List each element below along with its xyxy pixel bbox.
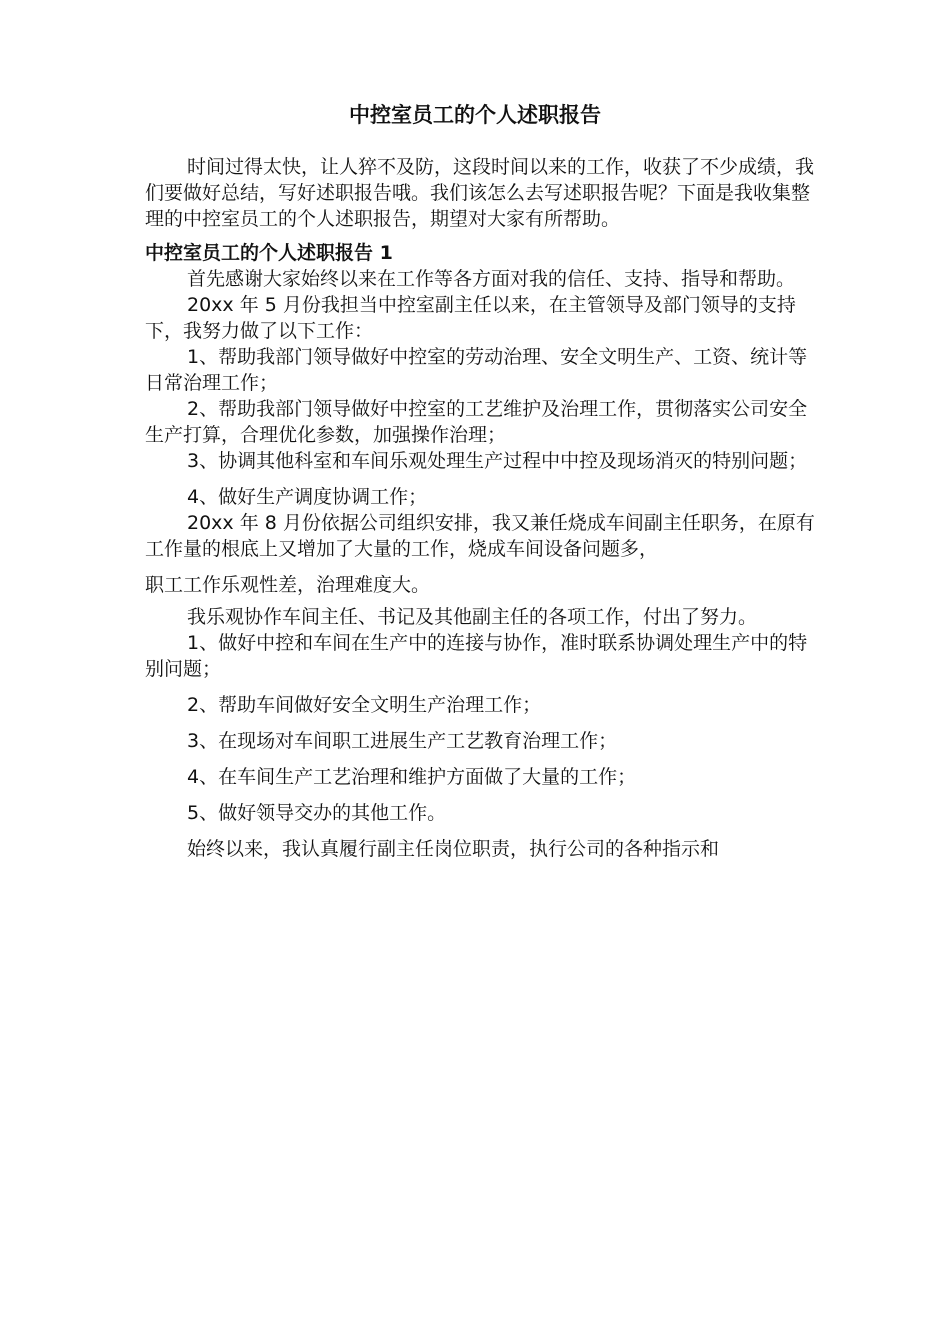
paragraph-august-continued: 职工工作乐观性差，治理难度大。 — [145, 574, 431, 596]
paragraph-item-2: 2、帮助我部门领导做好中控室的工艺维护及治理工作，贯彻落实公司安全生产打算，合理优化参数，加强操作治理； — [145, 398, 808, 446]
section-heading: 中控室员工的个人述职报告 1 — [145, 242, 393, 264]
paragraph-item-4: 4、做好生产调度协调工作； — [187, 486, 428, 508]
paragraph-cooperation: 我乐观协作车间主任、书记及其他副主任的各项工作，付出了努力。 — [187, 606, 758, 628]
paragraph-workshop-item-1: 1、做好中控和车间在生产中的连接与协作，准时联系协调处理生产中的特别问题； — [145, 632, 808, 680]
paragraph-workshop-item-3: 3、在现场对车间职工进展生产工艺教育治理工作； — [187, 730, 618, 752]
document-title: 中控室员工的个人述职报告 — [349, 103, 601, 127]
paragraph-item-3: 3、协调其他科室和车间乐观处理生产过程中中控及现场消灭的特别问题； — [187, 450, 808, 472]
paragraph-closing: 始终以来，我认真履行副主任岗位职责，执行公司的各种指示和 — [187, 838, 720, 860]
intro-paragraph: 时间过得太快，让人猝不及防，这段时间以来的工作，收获了不少成绩，我们要做好总结，写好述职报告哦。我们该怎么去写述职报告呢？下面是我收集整理的中控室员工的个人述职报告，期望对大家有所帮助。 — [145, 156, 815, 230]
document-body — [145, 154, 825, 862]
paragraph-workshop-item-4: 4、在车间生产工艺治理和维护方面做了大量的工作； — [187, 766, 637, 788]
paragraph-workshop-item-2: 2、帮助车间做好安全文明生产治理工作； — [187, 694, 542, 716]
paragraph-thanks: 首先感谢大家始终以来在工作等各方面对我的信任、支持、指导和帮助。 — [187, 268, 796, 290]
paragraph-workshop-item-5: 5、做好领导交办的其他工作。 — [187, 802, 447, 824]
paragraph-august-appointment: 20xx 年 8 月份依据公司组织安排，我又兼任烧成车间副主任职务，在原有工作量的根底上又增加了大量的工作，烧成车间设备问题多， — [145, 512, 815, 560]
paragraph-may-appointment: 20xx 年 5 月份我担当中控室副主任以来，在主管领导及部门领导的支持下，我努力做了以下工作： — [145, 294, 796, 342]
paragraph-item-1: 1、帮助我部门领导做好中控室的劳动治理、安全文明生产、工资、统计等日常治理工作； — [145, 346, 808, 394]
